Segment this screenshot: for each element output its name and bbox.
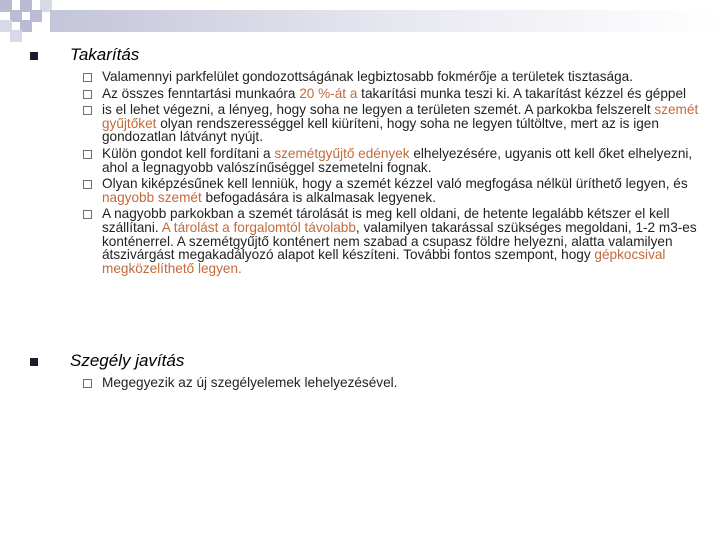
highlighted-text: gépkocsival megközelíthető legyen. [102,247,666,276]
checkbox-bullet-icon [83,180,92,189]
item-text: Megegyezik az új szegélyelemek lehelyezésével. [102,375,398,390]
highlighted-text: 20 %-át a [299,85,358,101]
item-text: takarítási munka teszi ki. A takarítást kézzel és géppel [357,85,687,101]
checkbox-bullet-icon [83,90,92,99]
item-text: Az összes fenntartási munkaóra [102,85,300,101]
highlighted-text: A tárolást a forgalomtól távolabb [161,219,356,235]
list-item [30,147,710,174]
bullet-list [30,70,710,275]
item-text: A nagyobb parkokban a szemét tárolását is meg kell oldani, de hetente legalább kétszer el kell szállítani. [102,206,670,235]
checkbox-bullet-icon [83,150,92,159]
highlighted-text: szemét gyűjtőket [102,102,699,131]
section-szegely-javitas [30,350,710,390]
section-heading-row [30,350,710,376]
decorative-square [10,30,22,42]
section-title: Szegély javítás [70,351,185,370]
section-title: Takarítás [70,45,140,64]
item-text: is el lehet végezni, a lényeg, hogy soha ne legyen a területen szemét. A parkokba felszerelt [102,102,655,118]
square-bullet-icon [30,358,38,366]
checkbox-bullet-icon [83,73,92,82]
checkbox-bullet-icon [83,379,92,388]
list-item [30,177,710,204]
checkbox-bullet-icon [83,106,92,115]
list-item [30,376,710,390]
list-item [30,207,710,275]
item-text: Külön gondot kell fordítani a [102,145,275,161]
header-gradient-bar [50,10,720,32]
list-item [30,103,710,144]
item-text: Olyan kiképzésűnek kell lenniük, hogy a szemét kézzel való megfogása nélkül üríthető legyen, és [102,176,688,192]
section-heading-row [30,44,710,70]
item-text: , valamilyen takarással szükséges megoldani, 1-2 m3-es konténerrel. A szemétgyűjtő konténert nem szabad a csupasz földre helyezni, alatta valamilyen átszivárgást megakadályozó alapot kell készíteni. További fontos szempont, hogy [102,219,697,263]
list-item [30,87,710,101]
item-text: befogadására is alkalmasak legyenek. [201,189,437,205]
item-text: olyan rendszerességgel kell kiüríteni, hogy soha ne legyen túltöltve, mert az is igen gondozatlan látványt nyújt. [102,115,659,145]
checkbox-bullet-icon [83,210,92,219]
highlighted-text: nagyobb szemét [102,189,202,205]
list-item [30,70,710,84]
section-takaritas [30,44,710,275]
square-bullet-icon [30,52,38,60]
highlighted-text: szemétgyűjtő edények [274,145,410,161]
item-text: Valamennyi parkfelület gondozottságának legbiztosabb fokmérője a területek tisztasága. [102,69,633,84]
item-text: elhelyezésére, ugyanis ott kell őket elhelyezni, ahol a legnagyobb valószínűséggel szemetelni fognak. [102,145,693,175]
bullet-list [30,376,710,390]
